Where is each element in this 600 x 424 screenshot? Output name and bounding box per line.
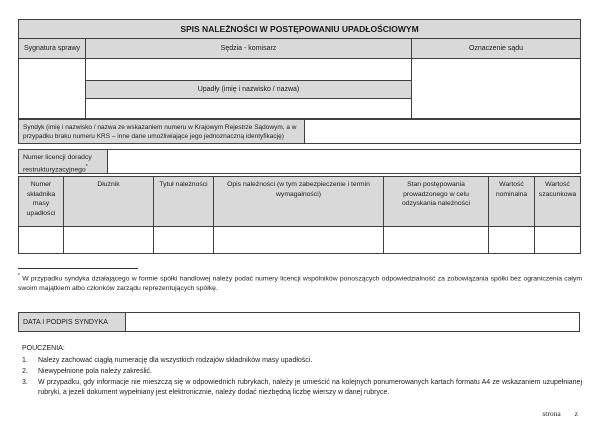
col-header-nominal-value: Wartość nominalna bbox=[488, 176, 535, 227]
table-cell-claim-description[interactable] bbox=[213, 226, 384, 254]
col-header-claim-title: Tytuł należności bbox=[153, 176, 214, 227]
page-footer bbox=[542, 409, 578, 418]
judge-field[interactable] bbox=[85, 58, 412, 81]
bankrupt-label: Upadły (imię i nazwisko / nazwa) bbox=[85, 80, 412, 99]
license-label bbox=[18, 149, 108, 174]
instruction-text: W przypadku, gdy informacje nie mieszczą się w odpowiednich rubrykach, należy je umieścić na kolejnych ponumerowanych kartach formatu A4 ze wskazaniem uzupełnianej rubryki, a jeżeli dokument wypełniany jest elektronicznie, należy dodać niezbędną liczbę wierszy w danej rubryce. bbox=[38, 379, 582, 396]
col-header-proceedings-status: Stan postępowania prowadzonego w celu odzyskania należności bbox=[383, 176, 489, 227]
instruction-text: Niewypełnione pola należy zakreślić. bbox=[38, 368, 153, 376]
footnote bbox=[18, 272, 582, 293]
court-label: Oznaczenie sądu bbox=[411, 38, 581, 59]
col-header-debtor: Dłużnik bbox=[63, 176, 154, 227]
signature-field[interactable] bbox=[125, 312, 580, 332]
judge-label: Sędzia - komisarz bbox=[85, 38, 412, 59]
syndic-field[interactable] bbox=[304, 119, 581, 144]
col-header-claim-description: Opis należności (w tym zabezpieczenie i termin wymagalności) bbox=[213, 176, 384, 227]
instruction-number: 2. bbox=[22, 368, 28, 376]
license-field[interactable] bbox=[107, 149, 581, 174]
instruction-number: 1. bbox=[22, 357, 28, 365]
instructions bbox=[22, 344, 582, 399]
instruction-item bbox=[22, 367, 582, 376]
table-cell-proceedings-status[interactable] bbox=[383, 226, 489, 254]
instruction-item bbox=[22, 378, 582, 397]
instruction-number: 3. bbox=[22, 379, 28, 387]
col-header-asset-number: Numer składnika masy upadłości bbox=[18, 176, 64, 227]
table-cell-estimated-value[interactable] bbox=[534, 226, 581, 254]
footnote-text: W przypadku syndyka działającego w formie spółki handlowej należy podać numery licencji wspólników ponoszących odpowiedzialność za zobowiązania spółki bez ograniczenia całym swoim majątkiem albo członków zarządu reprezentujących spółkę. bbox=[18, 275, 583, 292]
signature-label: DATA I PODPIS SYNDYKA bbox=[18, 312, 126, 332]
court-field[interactable] bbox=[411, 58, 581, 119]
bankrupt-field[interactable] bbox=[85, 98, 412, 119]
case-number-label: Sygnatura sprawy bbox=[18, 38, 86, 59]
case-number-field[interactable] bbox=[18, 58, 86, 119]
col-header-estimated-value: Wartość szacunkowa bbox=[534, 176, 581, 227]
table-cell-claim-title[interactable] bbox=[153, 226, 214, 254]
footnote-divider bbox=[18, 268, 138, 269]
syndic-label: Syndyk (imię i nazwisko / nazwa ze wskazaniem numeru w Krajowym Rejestrze Sądowym, a w przypadku braku numeru KRS – inne dane umożliwiające jego jednoznaczną identyfikację) bbox=[18, 119, 305, 144]
license-label-text: Numer licencji doradcy restrukturyzacyjnego bbox=[23, 154, 92, 173]
license-footnote-mark: * bbox=[85, 163, 88, 170]
table-cell-debtor[interactable] bbox=[63, 226, 154, 254]
footnote-mark: * bbox=[18, 273, 20, 279]
instruction-text: Należy zachować ciągłą numerację dla wszystkich rodzajów składników masy upadłości. bbox=[38, 357, 313, 365]
form-title: SPIS NALEŻNOŚCI W POSTĘPOWANIU UPADŁOŚCIOWYM bbox=[18, 19, 581, 39]
page-of-label: z bbox=[574, 409, 578, 418]
page-label: strona bbox=[542, 409, 561, 418]
instruction-item bbox=[22, 356, 582, 365]
instructions-heading: POUCZENIA: bbox=[22, 345, 65, 352]
table-cell-asset-number[interactable] bbox=[18, 226, 64, 254]
table-cell-nominal-value[interactable] bbox=[488, 226, 535, 254]
